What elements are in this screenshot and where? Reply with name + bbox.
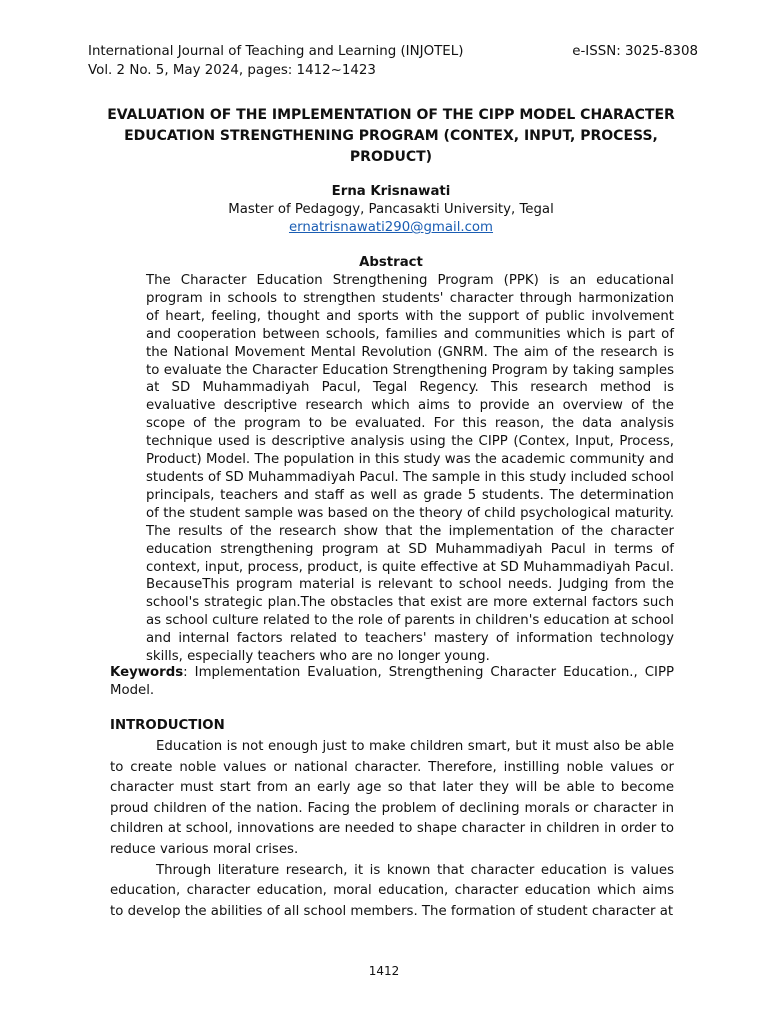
introduction-paragraph: Through literature research, it is known that character education is values education, character education, moral education, character education which aims to develop the abilities of all school members. The formation of student character at <box>110 862 674 919</box>
running-header <box>88 42 698 80</box>
introduction-body <box>110 737 674 922</box>
abstract-heading: Abstract <box>359 255 423 270</box>
volume-info: Vol. 2 No. 5, May 2024, pages: 1412~1423 <box>88 63 376 78</box>
author-email-link[interactable]: ernatrisnawati290@gmail.com <box>288 220 494 235</box>
keywords-text: : Implementation Evaluation, Strengthening Character Education., CIPP Model. <box>110 665 674 698</box>
author-block <box>100 183 682 237</box>
issn: e-ISSN: 3025-8308 <box>572 44 698 59</box>
author-affiliation: Master of Pedagogy, Pancasakti University, Tegal <box>228 202 554 217</box>
introduction-heading: INTRODUCTION <box>110 718 225 733</box>
journal-name: International Journal of Teaching and Learning (INJOTEL) <box>88 44 464 59</box>
page-number: 1412 <box>368 964 400 978</box>
paper-title: EVALUATION OF THE IMPLEMENTATION OF THE CIPP MODEL CHARACTER EDUCATION STRENGTHENING PROGRAM (CONTEX, INPUT, PROCESS, PRODUCT) <box>107 107 675 165</box>
keywords-label: Keywords <box>110 665 184 680</box>
introduction-paragraph: Education is not enough just to make children smart, but it must also be able to create noble values or national character. Therefore, instilling noble values or character must start from an early age so that later they will be able to become proud children of the nation. Facing the problem of declining morals or character in children at school, innovations are needed to shape character in children in order to reduce various moral crises. <box>110 739 674 857</box>
keywords <box>110 664 674 700</box>
author-name: Erna Krisnawati <box>331 184 451 199</box>
abstract-text: The Character Education Strengthening Program (PPK) is an educational program in schools to strengthen students' character through harmonization of heart, feeling, thought and sports with the support of public involvement and cooperation between schools, families and communities which is part of the National Movement Mental Revolution (GNRM. The aim of the research is to evaluate the Character Education Strengthening Program by taking samples at SD Muhammadiyah Pacul, Tegal Regency. This research method is evaluative descriptive research which aims to provide an overview of the scope of the program to be evaluated. For this reason, the data analysis technique used is descriptive analysis using the CIPP (Contex, Input, Process, Product) Model. The population in this study was the academic community and students of SD Muhammadiyah Pacul. The sample in this study included school principals, teachers and staff as well as grade 5 students. The determination of the student sample was based on the theory of child psychological maturity. The results of the research show that the implementation of the character education strengthening program at SD Muhammadiyah Pacul in terms of context, input, process, product, is quite effective at SD Muhammadiyah Pacul. BecauseThis program material is relevant to school needs. Judging from the school's strategic plan.The obstacles that exist are more external factors such as school culture related to the role of parents in children's education at school and internal factors related to teachers' mastery of information technology skills, especially teachers who are no longer young. <box>146 273 674 665</box>
